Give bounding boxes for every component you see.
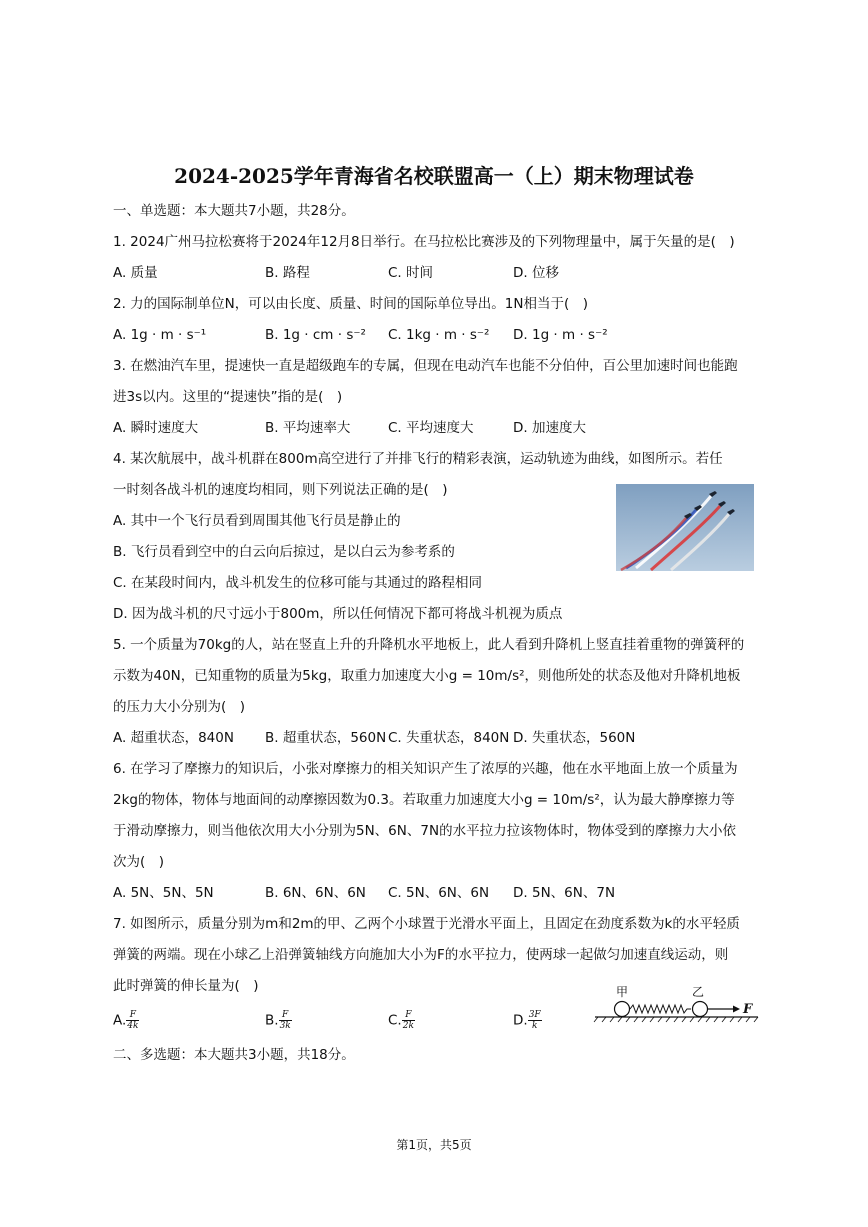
ball-yi: [693, 1002, 708, 1017]
q4-stem-line2: 一时刻各战斗机的速度均相同，则下列说法正确的是( ): [113, 482, 448, 498]
q7-option-a-numerator: F: [126, 1010, 139, 1021]
q2-stem: 2. 力的国际制单位N，可以由长度、质量、时间的国际单位导出。1N相当于( ): [113, 296, 588, 312]
q6-stem-line2: 2kg的物体，物体与地面间的动摩擦因数为0.3。若取重力加速度大小g = 10m/s²，认为最大静摩擦力等: [113, 792, 735, 808]
section-header-single-choice: 一、单选题：本大题共7小题，共28分。: [113, 203, 355, 219]
q7-stem-line3: 此时弹簧的伸长量为( ): [113, 978, 259, 994]
q3-option-d: D. 加速度大: [513, 420, 586, 436]
ball-jia: [615, 1002, 630, 1017]
label-yi: 乙: [692, 985, 705, 999]
q6-stem-line4: 次为( ): [113, 854, 165, 870]
q4-option-c: C. 在某段时间内，战斗机发生的位移可能与其通过的路程相同: [113, 575, 483, 591]
q7-option-d-label: D.: [513, 1012, 528, 1029]
q7-option-c: [388, 1010, 415, 1031]
q5-option-c: C. 失重状态，840N: [388, 730, 510, 746]
q6-option-b: B. 6N、6N、6N: [265, 885, 366, 901]
q6-stem-line1: 6. 在学习了摩擦力的知识后，小张对摩擦力的相关知识产生了浓厚的兴趣，他在水平地面上放一个质量为: [113, 761, 738, 777]
q3-stem-line1: 3. 在燃油汽车里，提速快一直是超级跑车的专属，但现在电动汽车也能不分伯仲，百公里加速时间也能跑: [113, 358, 738, 374]
q5-stem-line3: 的压力大小分别为( ): [113, 699, 246, 715]
spring-balls-diagram: [592, 982, 762, 1024]
q5-option-a: A. 超重状态，840N: [113, 730, 234, 746]
q4-stem-line1: 4. 某次航展中，战斗机群在800m高空进行了并排飞行的精彩表演，运动轨迹为曲线，如图所示。若任: [113, 451, 723, 467]
q7-option-c-fraction: [402, 1010, 415, 1031]
q7-option-c-label: C.: [388, 1012, 402, 1029]
q7-option-b: [265, 1010, 292, 1031]
q7-option-a: [113, 1010, 139, 1031]
q7-option-b-label: B.: [265, 1012, 279, 1029]
q5-option-b: B. 超重状态，560N: [265, 730, 387, 746]
q3-stem-line2: 进3s以内。这里的“提速快”指的是( ): [113, 389, 343, 405]
q5-stem-line2: 示数为40N，已知重物的质量为5kg，取重力加速度大小g = 10m/s²，则他所处的状态及他对升降机地板: [113, 668, 741, 684]
page-footer: 第1页，共5页: [396, 1138, 472, 1152]
q1-option-a: A. 质量: [113, 265, 158, 281]
q1-option-c: C. 时间: [388, 265, 434, 281]
spring: [630, 1005, 691, 1013]
q7-option-d: [513, 1010, 542, 1031]
q3-option-a: A. 瞬时速度大: [113, 420, 199, 436]
q6-option-d: D. 5N、6N、7N: [513, 885, 616, 901]
q6-option-a: A. 5N、5N、5N: [113, 885, 214, 901]
q1-stem: 1. 2024广州马拉松赛将于2024年12月8日举行。在马拉松比赛涉及的下列物理量中，属于矢量的是( ): [113, 234, 735, 250]
q2-option-d: D. 1g · m · s⁻²: [513, 327, 608, 343]
section-header-multi-choice: 二、多选题：本大题共3小题，共18分。: [113, 1047, 355, 1063]
q5-option-d: D. 失重状态，560N: [513, 730, 636, 746]
ground-hatch: [594, 1017, 758, 1022]
exam-title: 2024-2025学年青海省名校联盟高一（上）期末物理试卷: [174, 164, 694, 188]
q7-option-d-denominator: k: [531, 1021, 538, 1031]
q7-option-a-fraction: [126, 1010, 139, 1031]
fighter-jets-photo: [616, 484, 754, 571]
q7-option-a-label: A.: [113, 1012, 127, 1029]
q3-option-c: C. 平均速度大: [388, 420, 474, 436]
label-force: F: [743, 1002, 753, 1017]
q7-option-a-denominator: 4k: [127, 1021, 139, 1031]
q2-option-a: A. 1g · m · s⁻¹: [113, 327, 207, 343]
q4-option-d: D. 因为战斗机的尺寸远小于800m，所以任何情况下都可将战斗机视为质点: [113, 606, 563, 622]
force-arrow-head: [733, 1006, 740, 1013]
q7-option-c-numerator: F: [402, 1010, 415, 1021]
q7-option-d-numerator: 3F: [528, 1010, 541, 1020]
q6-stem-line3: 于滑动摩擦力，则当他依次用大小分别为5N、6N、7N的水平拉力拉该物体时，物体受到的摩擦力大小依: [113, 823, 737, 839]
q7-option-c-denominator: 2k: [402, 1021, 414, 1031]
q2-option-b: B. 1g · cm · s⁻²: [265, 327, 366, 343]
q7-option-b-denominator: 3k: [279, 1021, 291, 1031]
q2-option-c: C. 1kg · m · s⁻²: [388, 327, 490, 343]
label-jia: 甲: [616, 985, 629, 999]
q7-option-d-fraction: [528, 1010, 542, 1031]
q4-option-a: A. 其中一个飞行员看到周围其他飞行员是静止的: [113, 513, 401, 529]
q3-option-b: B. 平均速率大: [265, 420, 351, 436]
q1-option-b: B. 路程: [265, 265, 310, 281]
q1-option-d: D. 位移: [513, 265, 559, 281]
q7-option-b-fraction: [279, 1010, 292, 1031]
q5-stem-line1: 5. 一个质量为70kg的人，站在竖直上升的升降机水平地板上，此人看到升降机上竖直挂着重物的弹簧秤的: [113, 637, 745, 653]
q7-option-b-numerator: F: [279, 1010, 292, 1021]
q6-option-c: C. 5N、6N、6N: [388, 885, 490, 901]
q7-stem-line2: 弹簧的两端。现在小球乙上沿弹簧轴线方向施加大小为F的水平拉力，使两球一起做匀加速直线运动，则: [113, 947, 729, 963]
q4-option-b: B. 飞行员看到空中的白云向后掠过，是以白云为参考系的: [113, 544, 455, 560]
q7-stem-line1: 7. 如图所示，质量分别为m和2m的甲、乙两个小球置于光滑水平面上，且固定在劲度系数为k的水平轻质: [113, 916, 740, 932]
